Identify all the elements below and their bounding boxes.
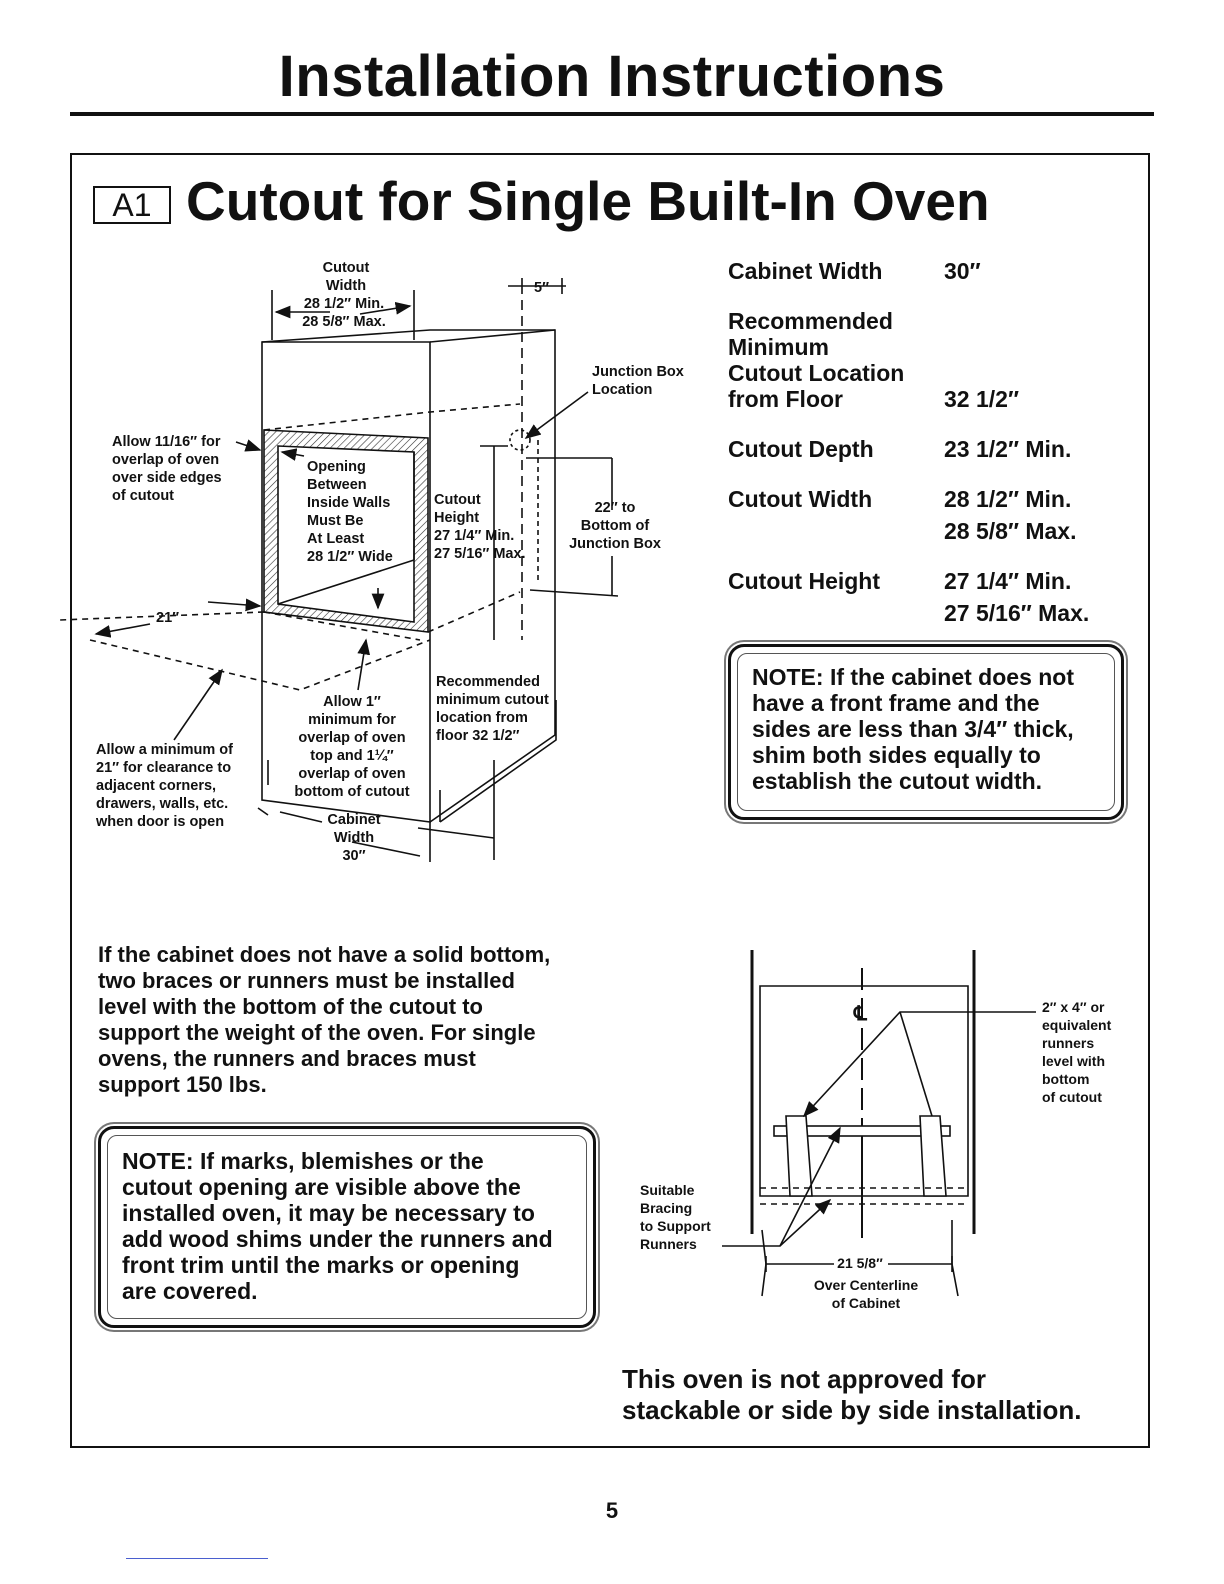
spec-label: Cutout Width: [728, 486, 873, 512]
page-title: Installation Instructions: [278, 44, 946, 109]
junction-box-label: [592, 364, 684, 398]
diagram-text: 27 5/16″ Max.: [434, 546, 526, 562]
spec-label: from Floor: [728, 386, 843, 412]
diagram-text: of cutout: [112, 488, 175, 504]
paragraph-line: two braces or runners must be installed: [98, 968, 515, 993]
diagram-text: minimum for: [308, 712, 396, 728]
diagram-text: minimum cutout: [436, 692, 549, 708]
paragraph-line: level with the bottom of the cutout to: [98, 994, 483, 1019]
diagram-text: to Support: [640, 1218, 711, 1234]
diagram-text: floor 32 1/2″: [436, 728, 520, 744]
diagram-text: location from: [436, 710, 528, 726]
diagram-text: level with: [1042, 1053, 1106, 1069]
spec-value: 27 5/16″ Max.: [944, 600, 1090, 626]
note-line: sides are less than 3/4″ thick,: [752, 716, 1074, 742]
note-line: have a front frame and the: [752, 690, 1040, 716]
bottom-junction-label: [569, 500, 661, 552]
cabinet-width-label: [327, 812, 380, 864]
spec-value: 32 1/2″: [944, 386, 1019, 412]
diagram-text: At Least: [307, 531, 365, 547]
approval-line: stackable or side by side installation.: [622, 1395, 1082, 1425]
spec-value: 28 1/2″ Min.: [944, 486, 1072, 512]
diagram-text: Bottom of: [580, 518, 650, 534]
cutout-height-label: [434, 492, 526, 562]
runners-label: [1042, 999, 1112, 1105]
paragraph-line: support 150 lbs.: [98, 1072, 267, 1097]
spec-value: 23 1/2″ Min.: [944, 436, 1072, 462]
approval-line: This oven is not approved for: [622, 1364, 987, 1394]
diagram-text: Allow a minimum of: [96, 742, 233, 758]
spec-value: 30″: [944, 258, 981, 284]
diagram-text: Cabinet: [327, 812, 381, 828]
five-inch-label: 5″: [534, 280, 550, 296]
spec-label: Cutout Location: [728, 360, 905, 386]
diagram-text: top and 1¼″: [310, 748, 394, 764]
diagram-text: runners: [1042, 1035, 1095, 1051]
depth-21-label: 21″: [156, 610, 180, 626]
diagram-text: Opening: [307, 459, 366, 475]
note-line: NOTE: If the cabinet does not: [752, 664, 1075, 690]
diagram-text: Cutout: [434, 492, 481, 508]
diagram-text: Over Centerline: [813, 1277, 919, 1293]
diagram-text: Suitable: [640, 1182, 695, 1198]
allow-overlap-label: [112, 434, 222, 504]
diagram-text: overlap of oven: [112, 452, 220, 468]
diagram-text: Recommended: [436, 674, 540, 690]
bracing-label: [640, 1182, 711, 1252]
note-line: establish the cutout width.: [752, 768, 1043, 794]
diagram-text: equivalent: [1042, 1017, 1112, 1033]
section-title: Cutout for Single Built-In Oven: [186, 170, 990, 232]
diagram-text: over side edges: [112, 470, 222, 486]
diagram-text: 30″: [342, 848, 366, 864]
diagram-text: of Cabinet: [831, 1295, 901, 1311]
centerline-symbol: ℄: [854, 1003, 867, 1025]
spec-label: Cabinet Width: [728, 258, 883, 284]
note-line: cutout opening are visible above the: [122, 1174, 521, 1200]
note-line: shim both sides equally to: [752, 742, 1041, 768]
diagram-text: 21″ for clearance to: [96, 760, 232, 776]
cutout-width-label: [302, 260, 386, 330]
diagram-text: Junction Box: [592, 364, 684, 380]
diagram-text: Between: [307, 477, 367, 493]
note-line: are covered.: [122, 1278, 258, 1304]
diagram-text: 2″ x 4″ or: [1042, 999, 1105, 1015]
diagram-text: bottom: [1042, 1071, 1090, 1087]
diagram-text: 28 1/2″ Wide: [307, 549, 393, 565]
paragraph-line: ovens, the runners and braces must: [98, 1046, 476, 1071]
diagram-text: 22″ to: [594, 500, 636, 516]
recommended-min-label: [436, 674, 549, 744]
note-line: installed oven, it may be necessary to: [122, 1200, 535, 1226]
paragraph-line: If the cabinet does not have a solid bottom,: [98, 942, 551, 967]
diagram-text: Width: [325, 278, 367, 294]
diagram-text: Must Be: [307, 513, 364, 529]
section-code: A1: [93, 186, 171, 224]
diagram-text: Inside Walls: [307, 495, 391, 511]
spec-value: 28 5/8″ Max.: [944, 518, 1077, 544]
paragraph-line: support the weight of the oven. For single: [98, 1020, 536, 1045]
note-line: NOTE: If marks, blemishes or the: [122, 1148, 484, 1174]
diagram-text: overlap of oven: [298, 730, 406, 746]
diagram-text: bottom of cutout: [294, 784, 410, 800]
spec-label: Minimum: [728, 334, 829, 360]
clearance-label: [95, 742, 233, 830]
diagram-text: drawers, walls, etc.: [96, 796, 229, 812]
diagram-text: 27 1/4″ Min.: [434, 528, 515, 544]
diagram-text: Cutout: [322, 260, 370, 276]
diagram-text: Allow 1″: [323, 694, 381, 710]
diagram-text: Height: [434, 510, 480, 526]
diagram-text: of cutout: [1042, 1089, 1102, 1105]
page-number: 5: [605, 1498, 619, 1523]
diagram-text: Runners: [640, 1236, 697, 1252]
spec-label: Cutout Height: [728, 568, 881, 594]
diagram-text: Allow 11/16″ for: [112, 434, 221, 450]
note-line: front trim until the marks or opening: [122, 1252, 520, 1278]
diagram-text: Junction Box: [569, 536, 661, 552]
span-label: [814, 1254, 918, 1311]
diagram-text: 21 5/8″: [837, 1255, 883, 1271]
spec-value: 27 1/4″ Min.: [944, 568, 1072, 594]
spec-label: Recommended: [728, 308, 893, 334]
allow-1-label: [294, 694, 409, 800]
diagram-text: overlap of oven: [298, 766, 406, 782]
diagram-text: adjacent corners,: [96, 778, 217, 794]
diagram-text: 28 5/8″ Max.: [302, 314, 386, 330]
diagram-text: Width: [333, 830, 375, 846]
diagram-text: 28 1/2″ Min.: [303, 296, 385, 312]
note-line: add wood shims under the runners and: [122, 1226, 553, 1252]
diagram-text: Bracing: [640, 1200, 693, 1216]
diagram-text: Location: [592, 382, 653, 398]
spec-label: Cutout Depth: [728, 436, 874, 462]
diagram-text: when door is open: [96, 814, 225, 830]
bracing-diagram: [722, 950, 1036, 1296]
